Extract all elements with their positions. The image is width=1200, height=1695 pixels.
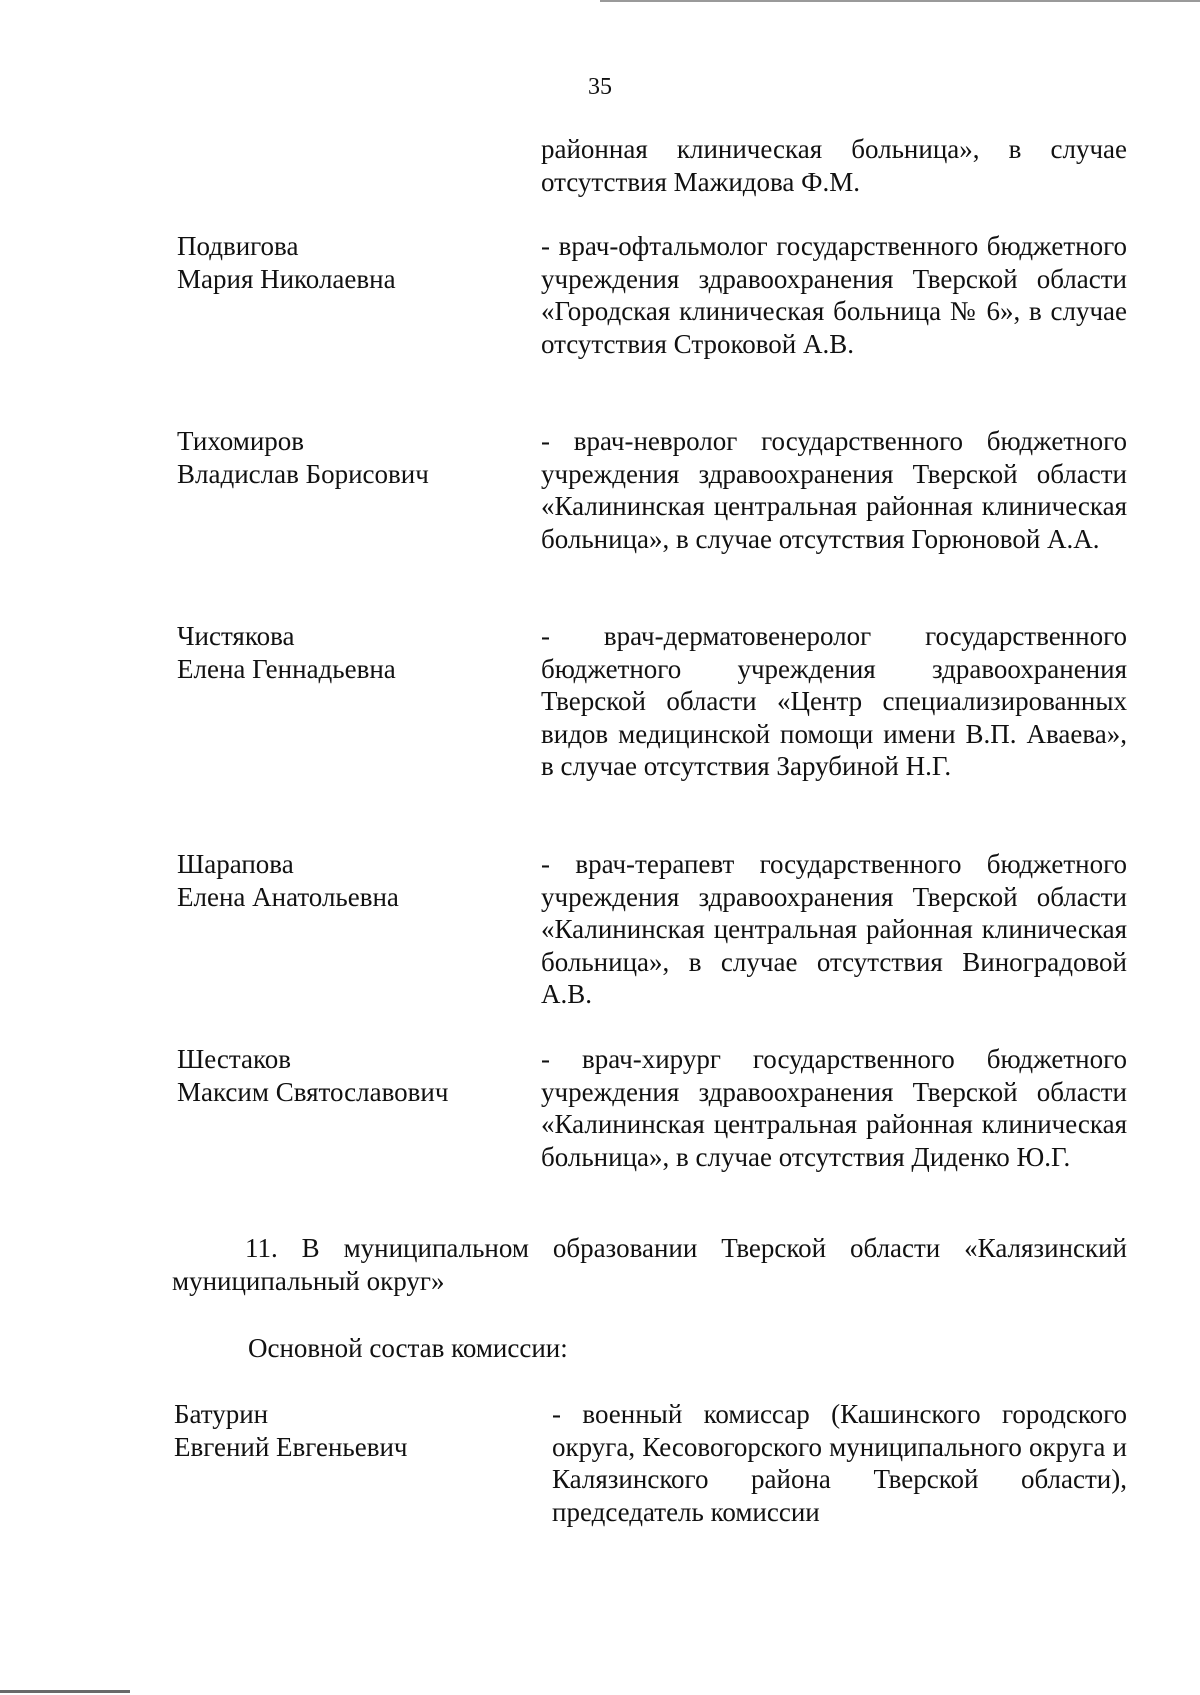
scan-bottom-edge: [0, 1690, 130, 1693]
commission-subheading: Основной состав комиссии:: [248, 1333, 568, 1363]
member-name: [177, 620, 497, 685]
member-surname: Чистякова: [177, 621, 295, 651]
member-surname: Батурин: [174, 1399, 269, 1429]
member-name: [177, 425, 497, 490]
member-role: - врач-дерматовенеролог государственного бюджетного учреждения здравоохранения Тверской области «Центр специализированных видов медицинской помощи имени В.П. Аваева», в случае отсутствия Зарубиной Н.Г.: [541, 621, 1127, 781]
scan-top-edge: [600, 0, 1200, 2]
member-given-names: Владислав Борисович: [177, 458, 429, 489]
member-surname: Тихомиров: [177, 426, 305, 456]
section-heading: [172, 1232, 1127, 1297]
member-given-names: Максим Святославович: [177, 1076, 449, 1107]
member-role: - врач-терапевт государственного бюджетного учреждения здравоохранения Тверской области «Калининская центральная районная клиническая больница», в случае отсутствия Виноградовой А.В.: [541, 849, 1127, 1009]
member-given-names: Евгений Евгеньевич: [174, 1431, 408, 1462]
member-name: [177, 848, 497, 913]
section-heading-text: 11. В муниципальном образовании Тверской области «Калязинский муниципальный округ»: [172, 1233, 1127, 1296]
member-name: [174, 1398, 494, 1463]
member-role: - врач-невролог государственного бюджетного учреждения здравоохранения Тверской области «Калининская центральная районная клиническая больница», в случае отсутствия Горюновой А.А.: [541, 426, 1127, 554]
member-name: [177, 1043, 497, 1108]
member-given-names: Мария Николаевна: [177, 263, 396, 294]
member-given-names: Елена Геннадьевна: [177, 653, 396, 684]
member-name: [177, 230, 497, 295]
page-number: 35: [588, 74, 612, 100]
continued-role-text: районная клиническая больница», в случае отсутствия Мажидова Ф.М.: [541, 134, 1127, 197]
member-role: - врач-хирург государственного бюджетного учреждения здравоохранения Тверской области «Калининская центральная районная клиническая больница», в случае отсутствия Диденко Ю.Г.: [541, 1044, 1127, 1172]
member-role: - военный комиссар (Кашинского городского округа, Кесовогорского муниципального округа и Калязинского района Тверской области), председатель комиссии: [552, 1399, 1127, 1527]
member-surname: Подвигова: [177, 231, 299, 261]
member-role: - врач-офтальмолог государственного бюджетного учреждения здравоохранения Тверской области «Городская клиническая больница № 6», в случае отсутствия Строковой А.В.: [541, 231, 1127, 359]
member-surname: Шестаков: [177, 1044, 291, 1074]
member-surname: Шарапова: [177, 849, 294, 879]
member-given-names: Елена Анатольевна: [177, 881, 399, 912]
